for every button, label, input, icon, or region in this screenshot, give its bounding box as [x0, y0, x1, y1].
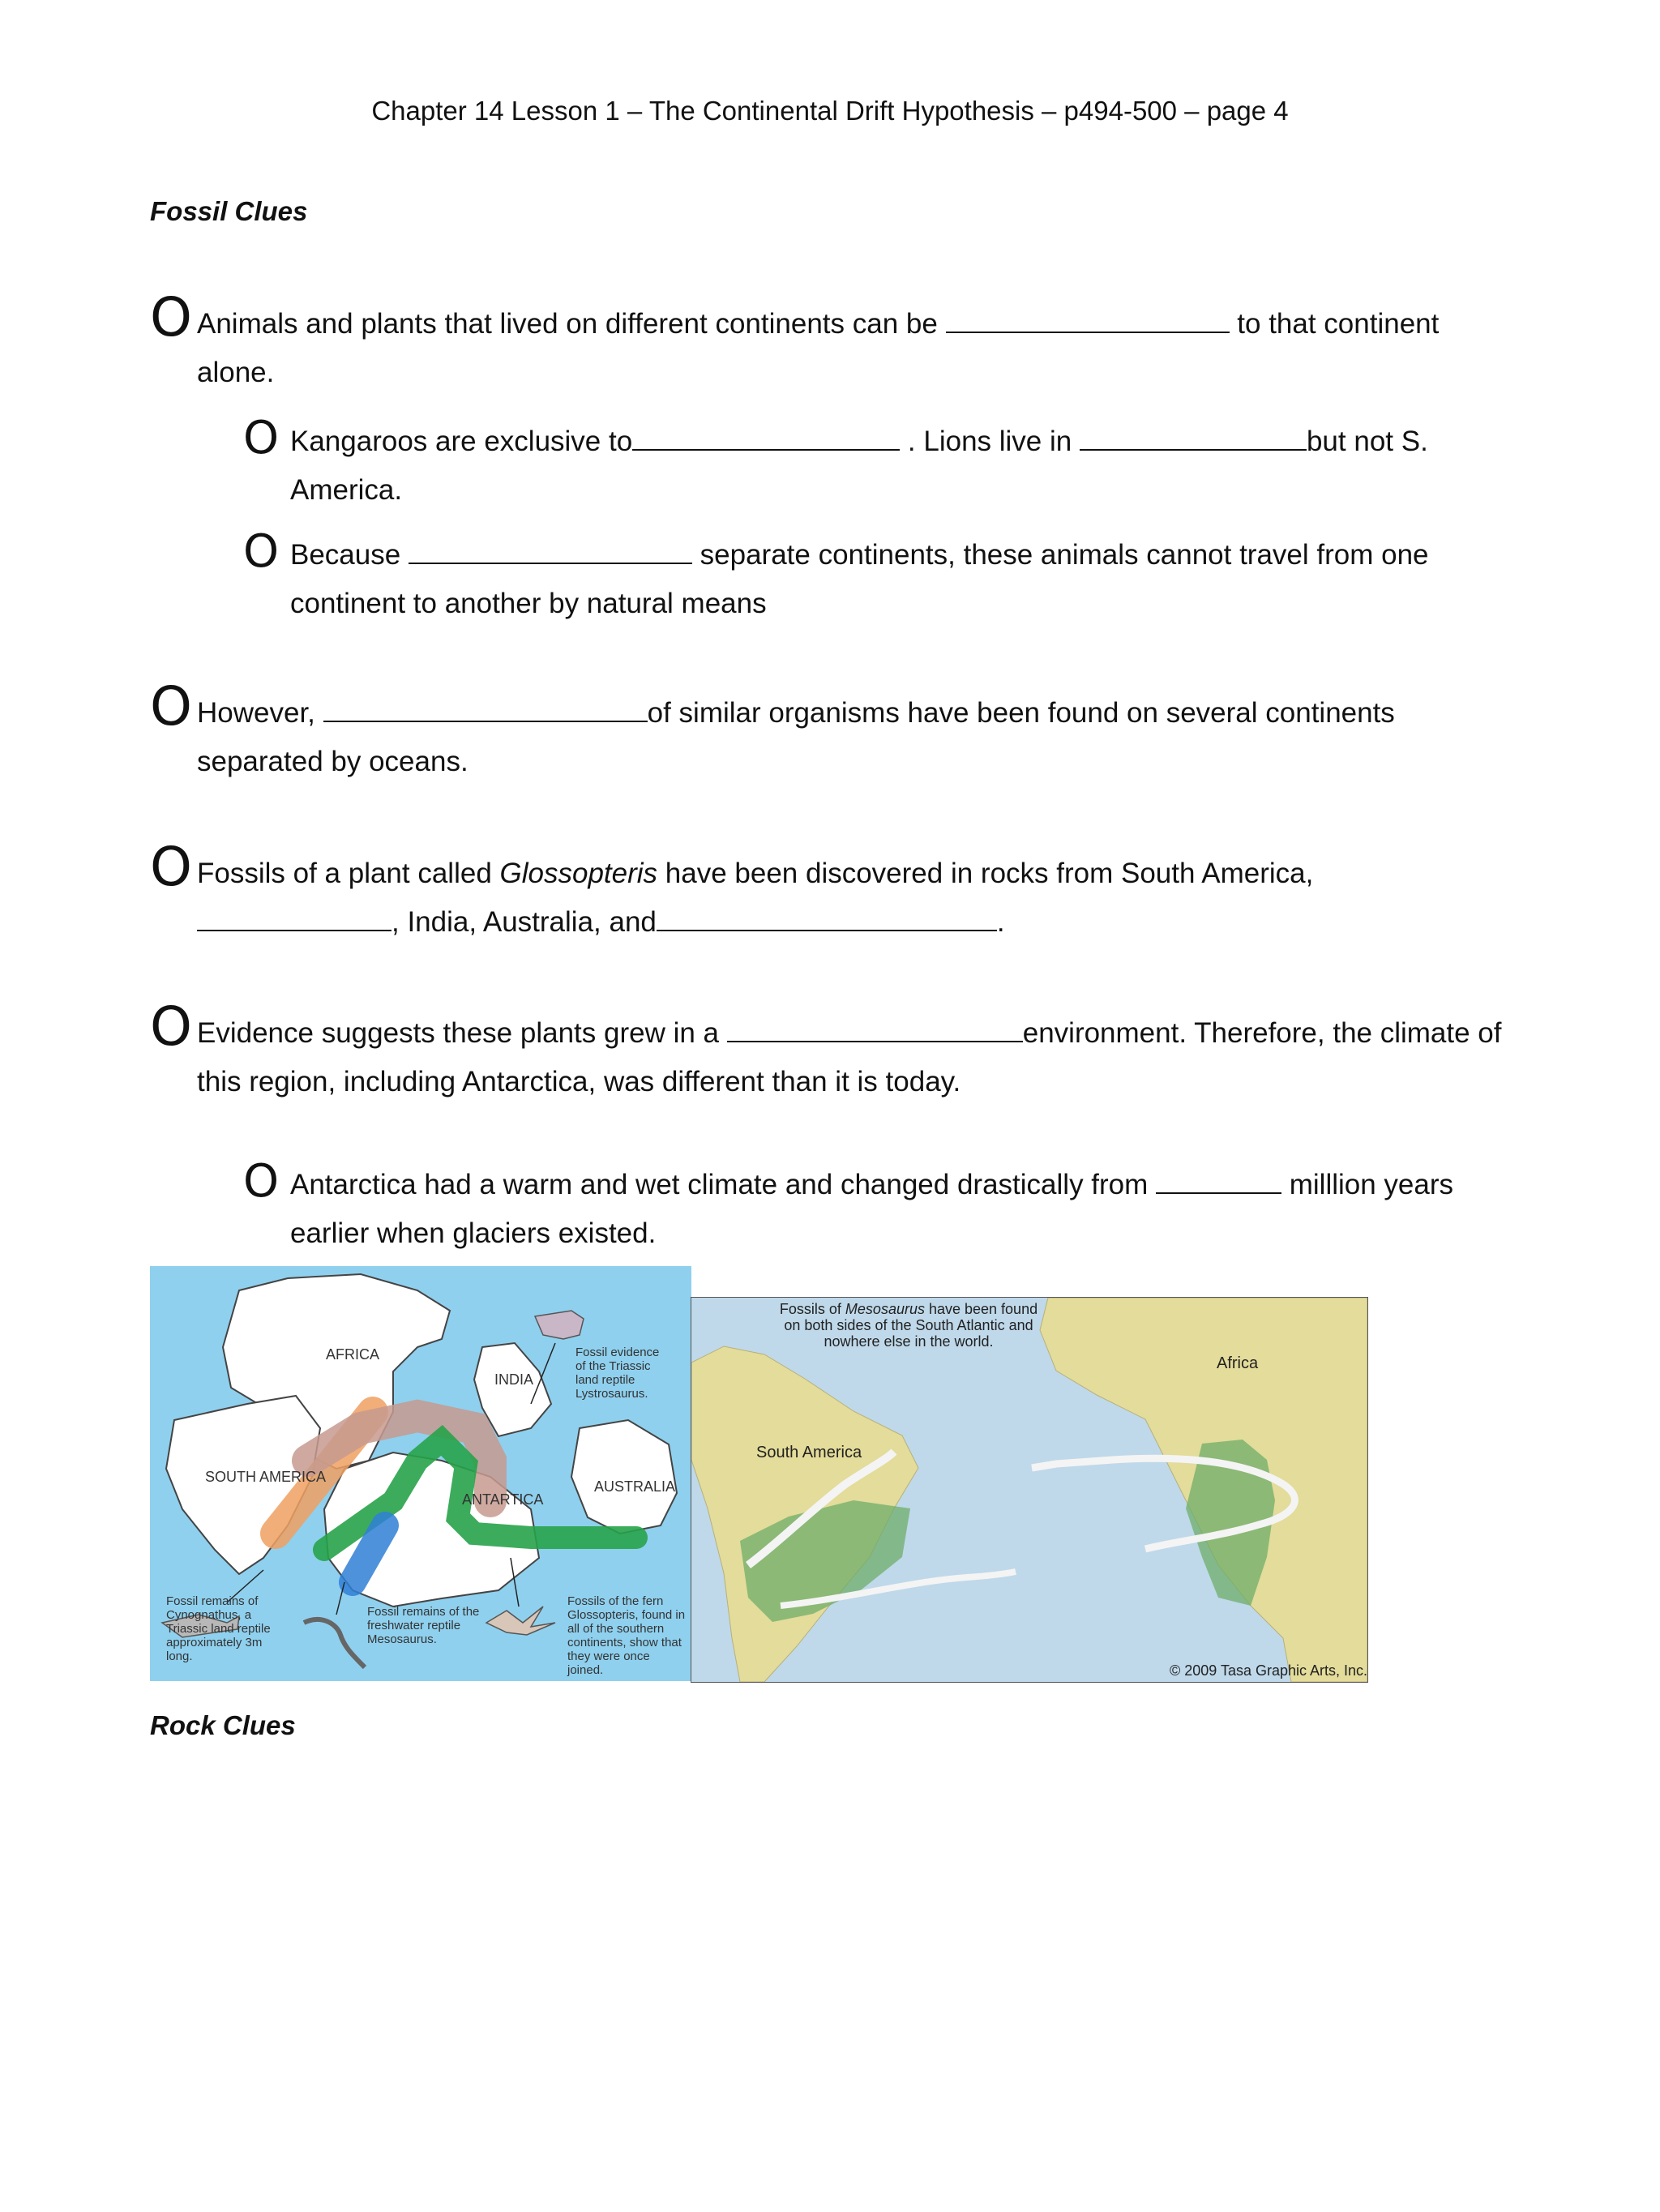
bullet-text: Because separate continents, these animals cannot travel from one continent to another by natural means: [290, 539, 1429, 619]
bullet-marker: O: [150, 995, 192, 1058]
bullet-marker: O: [150, 286, 192, 349]
caption-glossopteris: Fossils of the fern Glossopteris, found in all of the southern continents, show that they were once joined.: [567, 1594, 686, 1677]
label-india: INDIA: [494, 1371, 534, 1388]
answer-blank[interactable]: [727, 1016, 1023, 1042]
bullet-marker: O: [243, 412, 280, 464]
bullet-text: Antarctica had a warm and wet climate and changed drastically from milllion years earlier when glaciers existed.: [290, 1169, 1454, 1249]
mesosaurus-atlantic-map: [691, 1297, 1368, 1683]
answer-blank[interactable]: [657, 905, 997, 931]
bullet-text: Fossils of a plant called Glossopteris have been discovered in rocks from South America, , India, Australia, and .: [197, 858, 1314, 938]
sub-bullet-kangaroos: [243, 412, 1508, 515]
answer-blank[interactable]: [323, 696, 648, 722]
label-africa: AFRICA: [326, 1346, 380, 1363]
caption-cynognathus: Fossil remains of Cynognathus, a Triassic land reptile approximately 3m long.: [166, 1594, 271, 1663]
bullet-text: Animals and plants that lived on different continents can be to that continent alone.: [197, 308, 1440, 388]
answer-blank[interactable]: [946, 307, 1230, 333]
answer-blank[interactable]: [197, 905, 391, 931]
label-south-america: SOUTH AMERICA: [205, 1469, 327, 1485]
bullet-text: However, of similar organisms have been found on several continents separated by oceans.: [197, 697, 1395, 777]
bullet-marker: O: [243, 1155, 280, 1208]
label-africa: Africa: [1217, 1354, 1259, 1372]
section-title-fossil-clues: Fossil Clues: [150, 196, 308, 226]
caption-lystrosaurus: Fossil evidence of the Triassic land reptile Lystrosaurus.: [575, 1346, 660, 1401]
gondwana-fossil-map: [150, 1266, 691, 1681]
bullet-endemic-organisms: [150, 286, 1512, 397]
sub-bullet-separation: [243, 525, 1508, 628]
label-antarctica: ANTARTICA: [462, 1491, 544, 1508]
bullet-marker: O: [150, 836, 192, 898]
answer-blank[interactable]: [409, 538, 692, 564]
answer-blank[interactable]: [632, 425, 900, 451]
mesosaurus-icon: [304, 1619, 365, 1667]
bullet-similar-organisms: [150, 675, 1512, 786]
australia-shape: [571, 1420, 677, 1534]
glossopteris-leaf-icon: [486, 1607, 555, 1635]
answer-blank[interactable]: [1080, 425, 1307, 451]
page-header: Chapter 14 Lesson 1 – The Continental Drift Hypothesis – p494-500 – page 4: [371, 96, 1289, 126]
bullet-environment: [150, 995, 1512, 1106]
caption-mesosaurus: Fossil remains of the freshwater reptile Mesosaurus.: [367, 1605, 480, 1646]
answer-blank[interactable]: [1156, 1168, 1281, 1194]
caption-mesosaurus-fossils: Fossils of Mesosaurus have been found on both sides of the South Atlantic and nowhere else in the world.: [779, 1301, 1038, 1350]
label-south-america: South America: [756, 1444, 862, 1461]
lystrosaurus-icon: [535, 1311, 584, 1339]
sub-bullet-antarctica: [243, 1155, 1508, 1258]
bullet-text: Kangaroos are exclusive to . Lions live in but not S. America.: [290, 426, 1428, 506]
bullet-marker: O: [150, 675, 192, 738]
label-australia: AUSTRALIA: [594, 1478, 676, 1495]
copyright-credit: © 2009 Tasa Graphic Arts, Inc.: [1170, 1662, 1368, 1679]
bullet-text: Evidence suggests these plants grew in a environment. Therefore, the climate of this region, including Antarctica, was different than it is today.: [197, 1017, 1502, 1097]
bullet-marker: O: [243, 525, 280, 578]
bullet-glossopteris: [150, 836, 1512, 947]
atlantic-map-graphic: [691, 1298, 1367, 1682]
section-title-rock-clues: Rock Clues: [150, 1710, 296, 1740]
